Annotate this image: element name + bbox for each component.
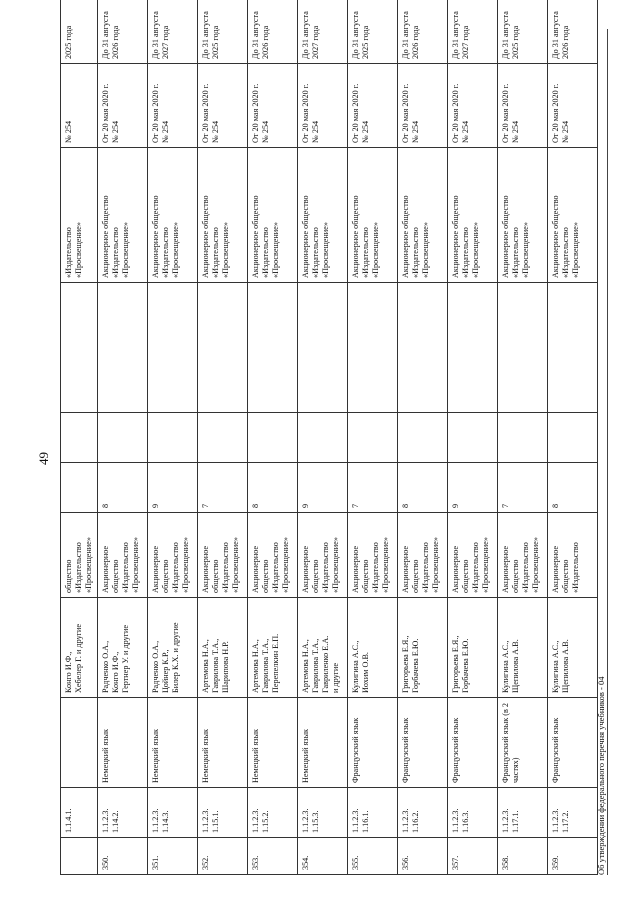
subject-cell: Французский язык [448,698,498,788]
valid-until-cell: До 31 августа 2025 года [348,0,398,64]
table-row [61,0,98,875]
grade-cell: 7 [498,463,548,513]
publisher-cell: Акционерное общество «Издательство «Просвещение» [398,513,448,598]
publisher-full-cell: Акционерное общество «Издательство «Просвещение» [98,148,148,283]
authors-cell: Артемова Н.А., Гаврилова Т.А., Шарипова Н.Р. [198,598,248,698]
empty-cell [448,413,498,463]
order-cell: № 254 [61,64,98,148]
publisher-cell: Акционерное общество «Издательство «Просвещение» [498,513,548,598]
row-code: 1.1.2.3. 1.17.2. [548,788,598,838]
empty-cell [548,413,598,463]
row-code: 1.1.2.3. 1.14.3. [148,788,198,838]
valid-until-cell: До 31 августа 2025 года [498,0,548,64]
grade-cell: 7 [348,463,398,513]
row-number: 352. [198,838,248,875]
publisher-full-cell: Акционерное общество «Издательство «Просвещение» [198,148,248,283]
publisher-cell: общество «Издательство «Просвещение» [61,513,98,598]
authors-cell: Радченко О.А., Конго И.Ф., Гертнер У. и другие [98,598,148,698]
publisher-cell: Акционерное общество «Издательство «Просвещение» [348,513,398,598]
grade-cell: 7 [198,463,248,513]
table-row [148,0,198,875]
grade-cell: 8 [248,463,298,513]
authors-cell: Кулигина А.С., Щепилова А.В. [548,598,598,698]
authors-cell: Артемова Н.А., Гаврилова Т.А., Перепелкин Е.П. [248,598,298,698]
subject-cell: Французский язык [398,698,448,788]
valid-until-cell: До 31 августа 2026 года [248,0,298,64]
subject-cell: Французский язык [548,698,598,788]
subject-cell [61,698,98,788]
row-code: 1.1.2.3. 1.15.2. [248,788,298,838]
authors-cell: Григорьева Е.Я., Горбачева Е.Ю. [398,598,448,698]
authors-cell: Радченко О.А., Цойнер К.Р., Билер К.Х. и другие [148,598,198,698]
empty-cell [61,283,98,413]
valid-until-cell: До 31 августа 2026 года [398,0,448,64]
grade-cell: 8 [398,463,448,513]
grade-cell: 9 [148,463,198,513]
row-number: 359. [548,838,598,875]
empty-cell [61,413,98,463]
footer-text: Об утверждении федерального перечня учебников - 04 [596,676,606,875]
row-code: 1.1.2.3. 1.16.2. [398,788,448,838]
row-code: 1.1.4.1. [61,788,98,838]
order-cell: От 20 мая 2020 г. № 254 [498,64,548,148]
subject-cell: Немецкий язык [198,698,248,788]
subject-cell: Французский язык (в 2 частях) [498,698,548,788]
authors-cell: Кулигина А.С., Щепилова А.В. [498,598,548,698]
row-number: 353. [248,838,298,875]
publisher-full-cell: Акционерное общество «Издательство «Просвещение» [398,148,448,283]
grade-cell: 8 [548,463,598,513]
authors-cell: Артемова Н.А., Гаврилова Т.А., Гавриленко Е.А. и другие [298,598,348,698]
authors-cell: Григорьева Е.Я., Горбачева Е.Ю. [448,598,498,698]
empty-cell [348,413,398,463]
order-cell: От 20 мая 2020 г. № 254 [98,64,148,148]
row-code: 1.1.2.3. 1.15.3. [298,788,348,838]
table-row [98,0,148,875]
row-number: 351. [148,838,198,875]
empty-cell [198,413,248,463]
empty-cell [298,283,348,413]
table-row [548,0,598,875]
empty-cell [398,413,448,463]
publisher-full-cell: Акционерное общество «Издательство «Просвещение» [148,148,198,283]
grade-cell: 9 [298,463,348,513]
row-code: 1.1.2.3. 1.16.3. [448,788,498,838]
order-cell: От 20 мая 2020 г. № 254 [248,64,298,148]
order-cell: От 20 мая 2020 г. № 254 [298,64,348,148]
table-row [198,0,248,875]
empty-cell [198,283,248,413]
order-cell: От 20 мая 2020 г. № 254 [448,64,498,148]
valid-until-cell: До 31 августа 2026 года [98,0,148,64]
textbook-table [60,0,598,875]
authors-cell: Конго И.Ф., Хебелер Г. и другие [61,598,98,698]
publisher-full-cell: Акционерное общество «Издательство «Просвещение» [498,148,548,283]
empty-cell [248,283,298,413]
table-row [248,0,298,875]
authors-cell: Кулигина А.С., Иохим О.В. [348,598,398,698]
row-code: 1.1.2.3. 1.17.1. [498,788,548,838]
valid-until-cell: 2025 года [61,0,98,64]
valid-until-cell: До 31 августа 2025 года [198,0,248,64]
row-number: 356. [398,838,448,875]
publisher-full-cell: Акционерное общество «Издательство «Просвещение» [248,148,298,283]
subject-cell: Немецкий язык [248,698,298,788]
publisher-full-cell: Акционерное общество «Издательство «Просвещение» [348,148,398,283]
table-row [448,0,498,875]
table-row [498,0,548,875]
row-code: 1.1.2.3. 1.15.1. [198,788,248,838]
row-number [61,838,98,875]
publisher-full-cell: «Издательство «Просвещение» [61,148,98,283]
footer-divider [607,29,608,875]
table-row [398,0,448,875]
empty-cell [348,283,398,413]
publisher-cell: Акционерное общество «Издательство «Просвещение» [248,513,298,598]
empty-cell [148,413,198,463]
page-number: 49 [36,452,51,465]
grade-cell: 9 [448,463,498,513]
empty-cell [148,283,198,413]
row-code: 1.1.2.3. 1.14.2. [98,788,148,838]
empty-cell [398,283,448,413]
order-cell: От 20 мая 2020 г. № 254 [398,64,448,148]
publisher-cell: Акционерное общество «Издательство «Просвещение» [448,513,498,598]
row-number: 354. [298,838,348,875]
empty-cell [498,413,548,463]
row-number: 358. [498,838,548,875]
subject-cell: Французский язык [348,698,398,788]
valid-until-cell: До 31 августа 2026 года [548,0,598,64]
empty-cell [248,413,298,463]
row-number: 357. [448,838,498,875]
empty-cell [298,413,348,463]
row-code: 1.1.2.3. 1.16.1. [348,788,398,838]
row-number: 355. [348,838,398,875]
subject-cell: Немецкий язык [148,698,198,788]
publisher-cell: Акционерное общество «Издательство [548,513,598,598]
order-cell: От 20 мая 2020 г. № 254 [148,64,198,148]
publisher-cell: Акционерное общество «Издательство «Просвещение» [298,513,348,598]
publisher-full-cell: Акционерное общество «Издательство «Просвещение» [448,148,498,283]
order-cell: От 20 мая 2020 г. № 254 [198,64,248,148]
subject-cell: Немецкий язык [98,698,148,788]
grade-cell: 8 [98,463,148,513]
publisher-cell: Акционерное общество «Издательство «Просвещение» [148,513,198,598]
publisher-cell: Акционерное общество «Издательство «Просвещение» [98,513,148,598]
order-cell: От 20 мая 2020 г. № 254 [348,64,398,148]
valid-until-cell: До 31 августа 2027 года [148,0,198,64]
valid-until-cell: До 31 августа 2027 года [298,0,348,64]
grade-cell [61,463,98,513]
valid-until-cell: До 31 августа 2027 года [448,0,498,64]
publisher-cell: Акционерное общество «Издательство «Просвещение» [198,513,248,598]
order-cell: От 20 мая 2020 г. № 254 [548,64,598,148]
empty-cell [498,283,548,413]
row-number: 350. [98,838,148,875]
table-row [348,0,398,875]
table-row [298,0,348,875]
empty-cell [98,413,148,463]
subject-cell: Немецкий язык [298,698,348,788]
empty-cell [448,283,498,413]
empty-cell [548,283,598,413]
empty-cell [98,283,148,413]
publisher-full-cell: Акционерное общество «Издательство «Просвещение» [548,148,598,283]
publisher-full-cell: Акционерное общество «Издательство «Просвещение» [298,148,348,283]
